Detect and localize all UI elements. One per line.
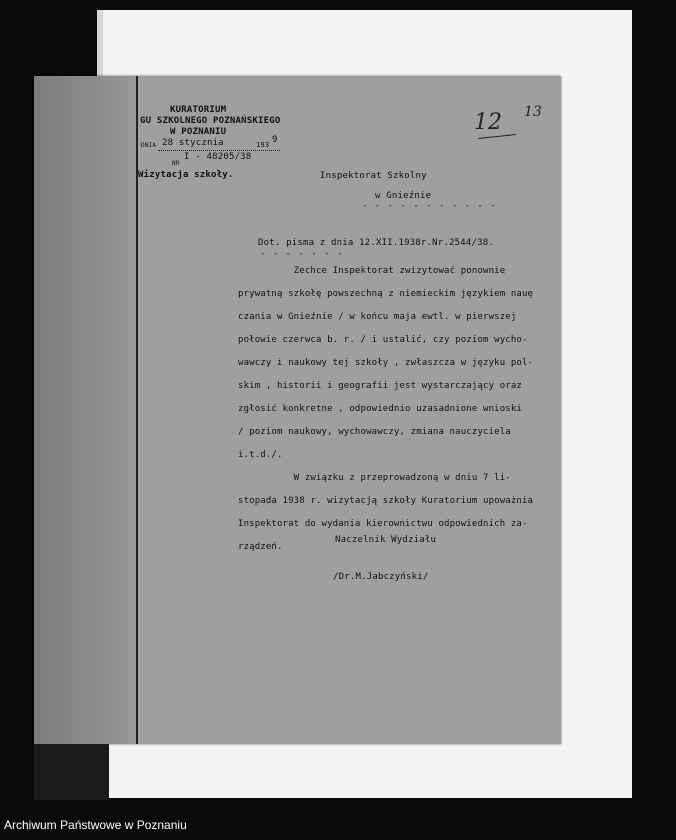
nr-prefix: NR [172, 160, 180, 167]
year-digit: 9 [272, 135, 278, 145]
body-line: Inspektorat do wydania kierownictwu odpowiednich za- [238, 519, 528, 529]
header-line-1: KURATORIUM [170, 105, 227, 115]
archive-footer: Archiwum Państwowe w Poznaniu [4, 818, 187, 832]
date-underline [158, 150, 280, 151]
body-line: W związku z przeprowadzoną w dniu 7 li- [238, 473, 511, 483]
nr-value: I - 48205/38 [184, 152, 252, 162]
reference-line: Dot. pisma z dnia 12.XII.1938r.Nr.2544/38. [258, 238, 494, 248]
scan-shadow [34, 744, 109, 800]
addressee-line-2: w Gnieźnie [375, 191, 432, 201]
body-line: stopada 1938 r. wizytacją szkoły Kuratorium upoważnia [238, 496, 534, 506]
subject: Wizytacja szkoły. [138, 170, 234, 180]
addressee-line-1: Inspektorat Szkolny [320, 171, 427, 181]
header-line-3: W POZNANIU [170, 127, 227, 137]
body-line: połowie czerwca b. r. / i ustalić, czy poziom wycho- [238, 335, 528, 345]
handwritten-number-a: 12 [474, 110, 502, 135]
body-line: / poziom naukowy, wychowawczy, zmiana nauczyciela [238, 427, 511, 437]
body-line: zgłosić konkretne , odpowiednio uzasadnione wnioski [238, 404, 522, 414]
body-line: prywatną szkołę powszechną z niemieckim językiem nauę [238, 289, 534, 299]
body-line: Zechce Inspektorat zwizytować ponownie [238, 266, 506, 276]
signature-name: /Dr.M.Jabczyński/ [333, 572, 429, 582]
body-line: czania w Gnieźnie / w końcu maja ewtl. w pierwszej [238, 312, 517, 322]
date-prefix: DNIA [141, 142, 157, 149]
body-line: skim , historii i geografii jest wystarczający oraz [238, 381, 522, 391]
date-value: 28 stycznia [162, 138, 224, 148]
body-line: wawczy i naukowy tej szkoły , zwłaszcza w języku pol- [238, 358, 534, 368]
signature-title: Naczelnik Wydziału [335, 535, 437, 545]
body-line: rządzeń. [238, 542, 283, 552]
body-line: i.t.d./. [238, 450, 283, 460]
header-line-2: GU SZKOLNEGO POZNAŃSKIEGO [140, 116, 281, 126]
handwritten-number-b: 13 [524, 104, 542, 120]
page-fold [34, 76, 138, 744]
addressee-underline: - - - - - - - - - - - [362, 201, 497, 211]
reference-underline: - - - - - - - [260, 249, 344, 259]
year-prefix: 193 [256, 141, 270, 149]
